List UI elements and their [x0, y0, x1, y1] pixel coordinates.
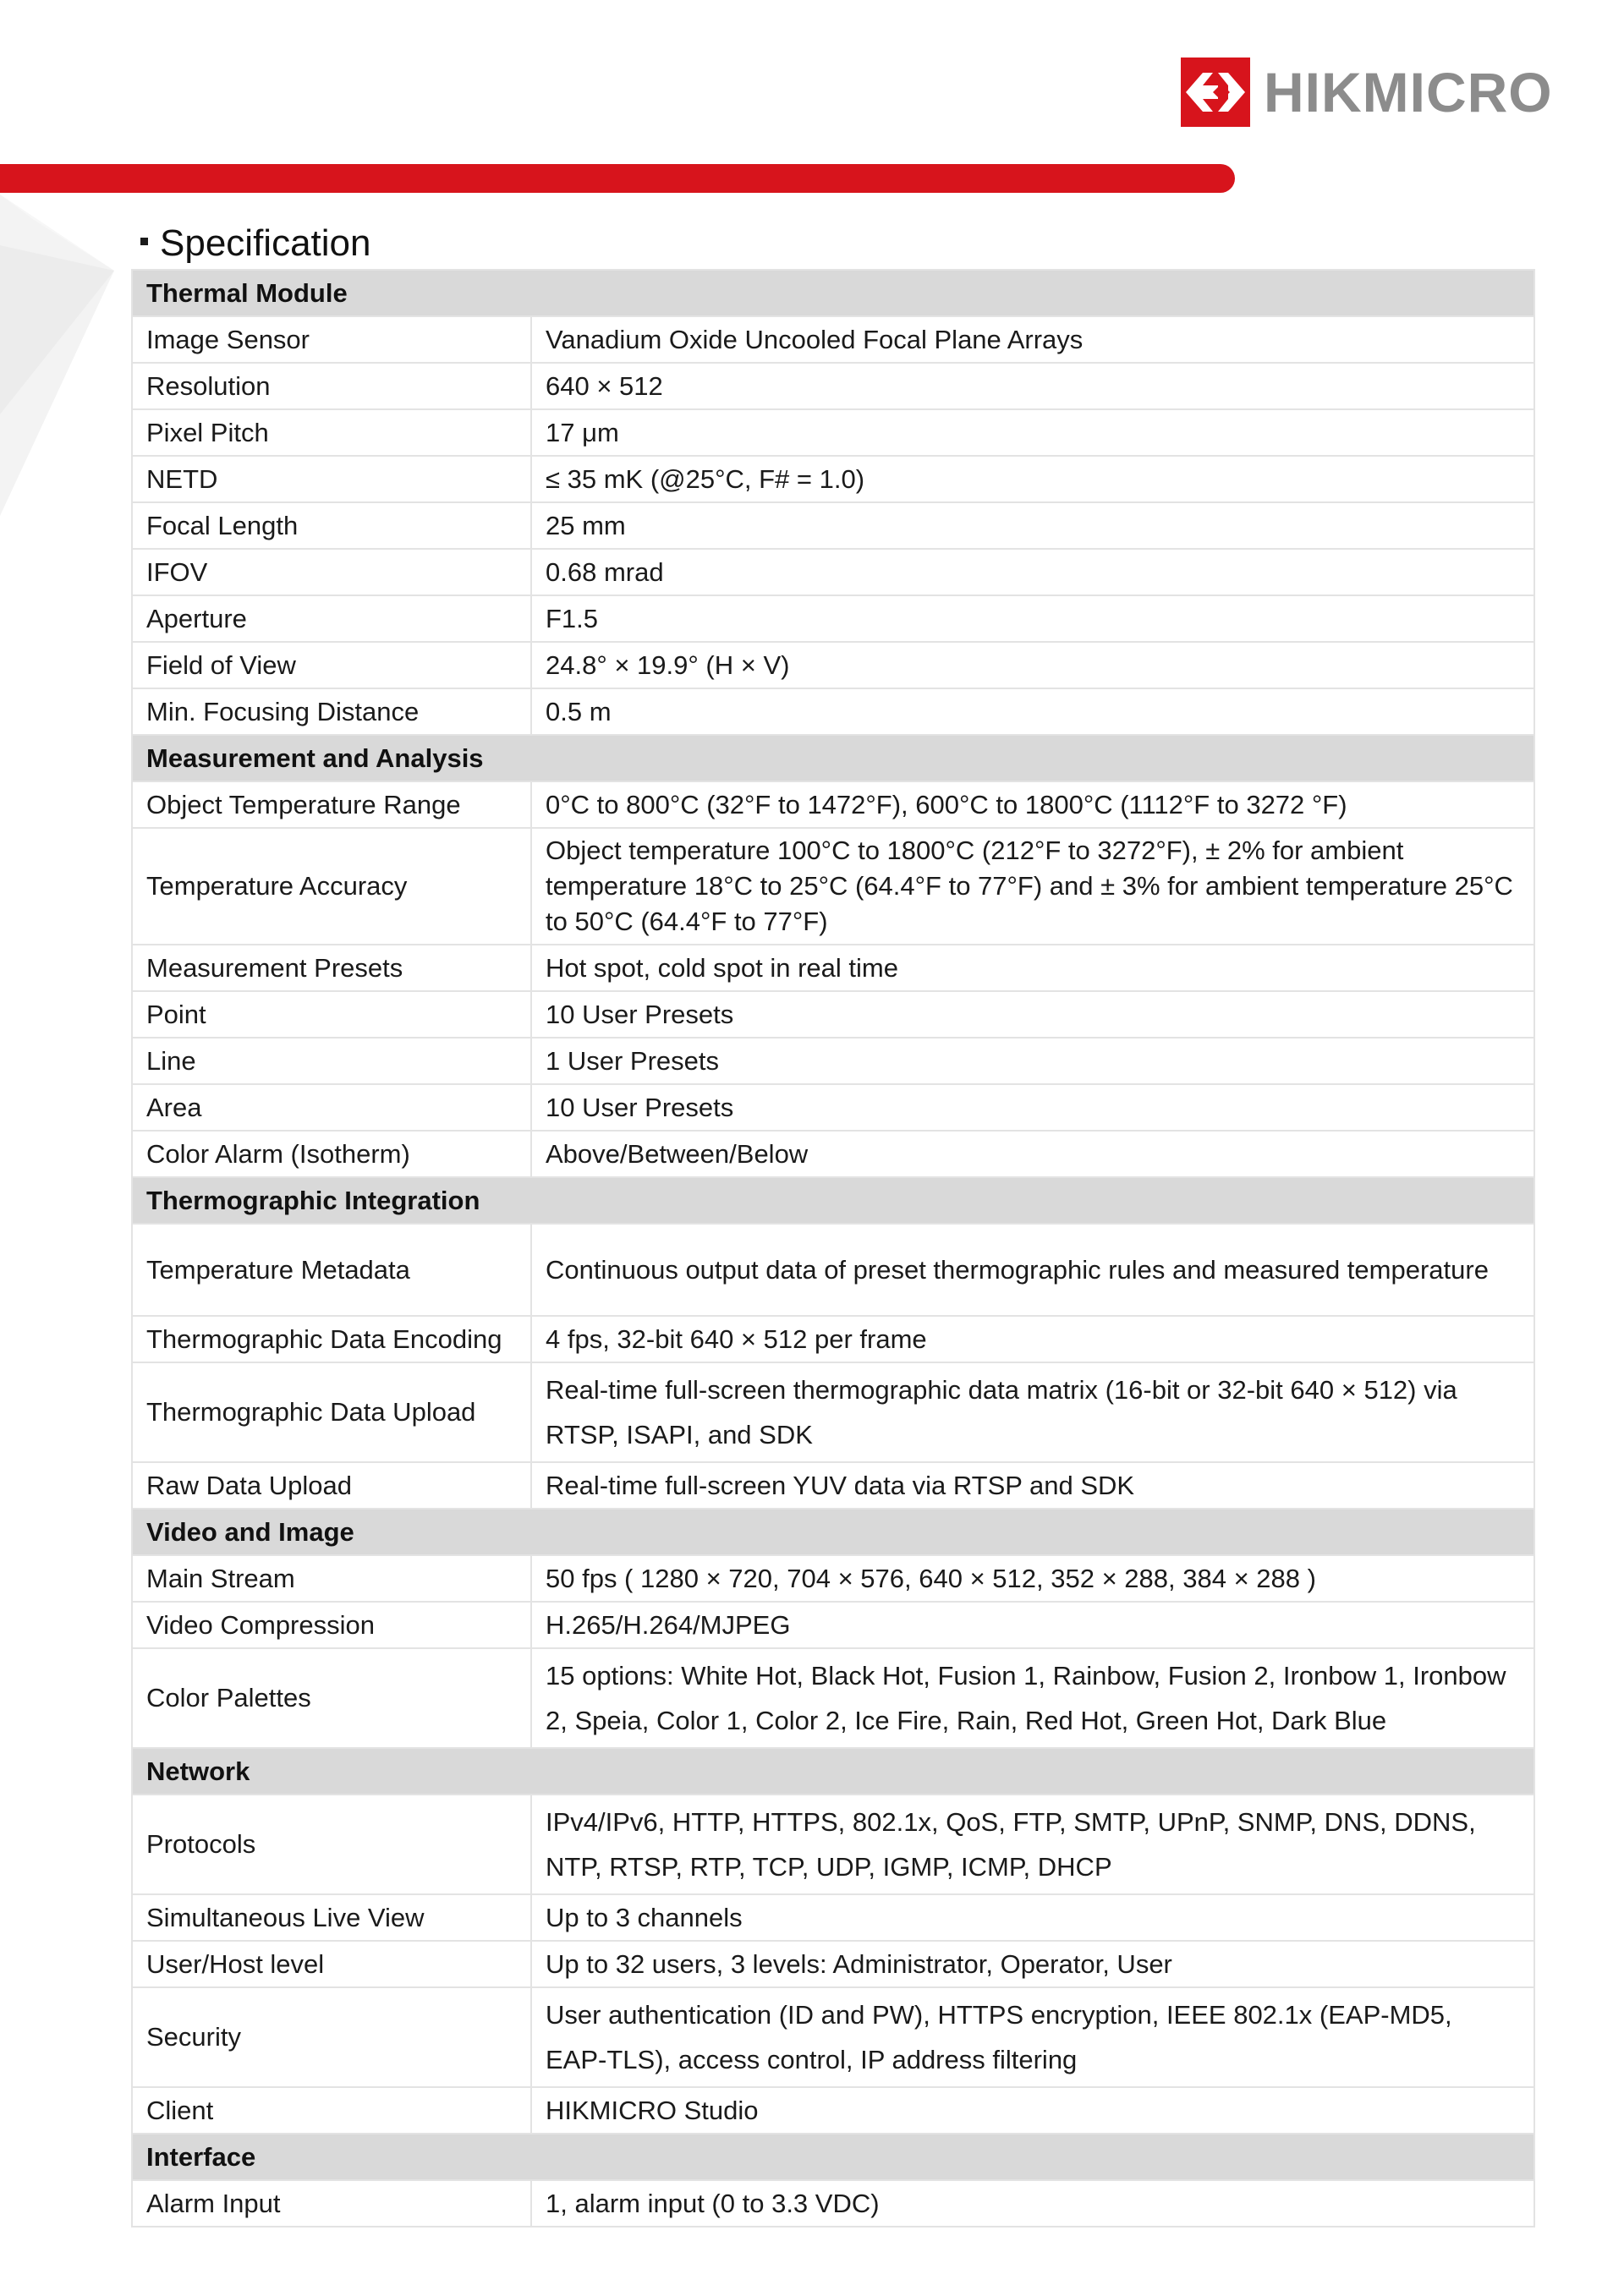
spec-label: Alarm Input	[132, 2180, 531, 2227]
category-row	[132, 735, 1534, 781]
spec-row	[132, 456, 1534, 502]
spec-value: HIKMICRO Studio	[531, 2087, 1534, 2134]
specification-heading	[140, 222, 370, 266]
spec-value: Up to 32 users, 3 levels: Administrator, Operator, User	[531, 1941, 1534, 1987]
category-title: Network	[132, 1748, 1534, 1795]
spec-label: Client	[132, 2087, 531, 2134]
spec-row	[132, 688, 1534, 735]
spec-value: 640 × 512	[531, 363, 1534, 409]
spec-value: 4 fps, 32-bit 640 × 512 per frame	[531, 1316, 1534, 1362]
spec-label: NETD	[132, 456, 531, 502]
category-title: Measurement and Analysis	[132, 735, 1534, 781]
spec-row	[132, 781, 1534, 828]
decorative-polygon	[0, 195, 118, 516]
spec-row	[132, 2087, 1534, 2134]
spec-label: Focal Length	[132, 502, 531, 549]
spec-label: Point	[132, 991, 531, 1038]
spec-row	[132, 828, 1534, 945]
category-title: Thermographic Integration	[132, 1177, 1534, 1224]
spec-row	[132, 502, 1534, 549]
spec-label: Video Compression	[132, 1602, 531, 1648]
spec-row	[132, 549, 1534, 595]
spec-value: Hot spot, cold spot in real time	[531, 945, 1534, 991]
brand-name: HIKMICRO	[1264, 61, 1553, 123]
spec-row	[132, 1795, 1534, 1894]
spec-row	[132, 642, 1534, 688]
spec-label: Color Palettes	[132, 1648, 531, 1748]
spec-row	[132, 1602, 1534, 1648]
header-accent-bar	[0, 164, 1235, 193]
spec-value: H.265/H.264/MJPEG	[531, 1602, 1534, 1648]
spec-label: User/Host level	[132, 1941, 531, 1987]
brand-logo	[1181, 56, 1553, 129]
spec-value: 1, alarm input (0 to 3.3 VDC)	[531, 2180, 1534, 2227]
category-row	[132, 1509, 1534, 1555]
spec-label: Security	[132, 1987, 531, 2087]
spec-row	[132, 1362, 1534, 1462]
spec-label: Object Temperature Range	[132, 781, 531, 828]
spec-label: Resolution	[132, 363, 531, 409]
spec-value: 24.8° × 19.9° (H × V)	[531, 642, 1534, 688]
spec-row	[132, 991, 1534, 1038]
spec-row	[132, 2180, 1534, 2227]
spec-value: Vanadium Oxide Uncooled Focal Plane Arrays	[531, 316, 1534, 363]
category-title: Video and Image	[132, 1509, 1534, 1555]
spec-label: Temperature Metadata	[132, 1224, 531, 1316]
spec-value: 1 User Presets	[531, 1038, 1534, 1084]
spec-label: Temperature Accuracy	[132, 828, 531, 945]
spec-row	[132, 1038, 1534, 1084]
spec-value: User authentication (ID and PW), HTTPS encryption, IEEE 802.1x (EAP-MD5, EAP-TLS), access control, IP address filtering	[531, 1987, 1534, 2087]
spec-value: IPv4/IPv6, HTTP, HTTPS, 802.1x, QoS, FTP, SMTP, UPnP, SNMP, DNS, DDNS, NTP, RTSP, RTP, TCP, UDP, IGMP, ICMP, DHCP	[531, 1795, 1534, 1894]
spec-value: Real-time full-screen thermographic data matrix (16-bit or 32-bit 640 × 512) via RTSP, ISAPI, and SDK	[531, 1362, 1534, 1462]
spec-label: Protocols	[132, 1795, 531, 1894]
category-title: Interface	[132, 2134, 1534, 2180]
category-title: Thermal Module	[132, 270, 1534, 316]
spec-label: Min. Focusing Distance	[132, 688, 531, 735]
spec-label: Pixel Pitch	[132, 409, 531, 456]
spec-row	[132, 1316, 1534, 1362]
spec-row	[132, 945, 1534, 991]
spec-row	[132, 363, 1534, 409]
heading-text: Specification	[160, 222, 371, 264]
spec-value: 10 User Presets	[531, 991, 1534, 1038]
spec-label: Thermographic Data Upload	[132, 1362, 531, 1462]
spec-value: F1.5	[531, 595, 1534, 642]
spec-label: Line	[132, 1038, 531, 1084]
spec-label: Field of View	[132, 642, 531, 688]
spec-value: 50 fps ( 1280 × 720, 704 × 576, 640 × 512, 352 × 288, 384 × 288 )	[531, 1555, 1534, 1602]
spec-label: IFOV	[132, 549, 531, 595]
spec-row	[132, 409, 1534, 456]
spec-label: Thermographic Data Encoding	[132, 1316, 531, 1362]
spec-row	[132, 1224, 1534, 1316]
spec-row	[132, 1894, 1534, 1941]
spec-row	[132, 1987, 1534, 2087]
spec-label: Image Sensor	[132, 316, 531, 363]
spec-label: Measurement Presets	[132, 945, 531, 991]
category-row	[132, 270, 1534, 316]
spec-value: 10 User Presets	[531, 1084, 1534, 1131]
spec-row	[132, 1941, 1534, 1987]
spec-label: Main Stream	[132, 1555, 531, 1602]
spec-row	[132, 595, 1534, 642]
spec-value: Object temperature 100°C to 1800°C (212°F to 3272°F), ± 2% for ambient temperature 18°C to 25°C (64.4°F to 77°F) and ± 3% for ambient temperature 25°C to 50°C (64.4°F to 77°F)	[531, 828, 1534, 945]
spec-row	[132, 1462, 1534, 1509]
category-row	[132, 1177, 1534, 1224]
spec-value: 15 options: White Hot, Black Hot, Fusion 1, Rainbow, Fusion 2, Ironbow 1, Ironbow 2, Speia, Color 1, Color 2, Ice Fire, Rain, Red Hot, Green Hot, Dark Blue	[531, 1648, 1534, 1748]
category-row	[132, 2134, 1534, 2180]
spec-label: Area	[132, 1084, 531, 1131]
spec-label: Color Alarm (Isotherm)	[132, 1131, 531, 1177]
spec-value: ≤ 35 mK (@25°C, F# = 1.0)	[531, 456, 1534, 502]
spec-label: Simultaneous Live View	[132, 1894, 531, 1941]
spec-value: Above/Between/Below	[531, 1131, 1534, 1177]
spec-row	[132, 1084, 1534, 1131]
spec-value: Continuous output data of preset thermographic rules and measured temperature	[531, 1224, 1534, 1316]
spec-value: Real-time full-screen YUV data via RTSP and SDK	[531, 1462, 1534, 1509]
spec-row	[132, 1648, 1534, 1748]
bullet-icon	[140, 238, 148, 245]
spec-table	[131, 269, 1535, 2228]
spec-value: 0°C to 800°C (32°F to 1472°F), 600°C to 1800°C (1112°F to 3272 °F)	[531, 781, 1534, 828]
hikmicro-logo-icon	[1181, 58, 1250, 127]
spec-value: 17 μm	[531, 409, 1534, 456]
spec-label: Aperture	[132, 595, 531, 642]
spec-value: 25 mm	[531, 502, 1534, 549]
spec-row	[132, 1131, 1534, 1177]
spec-value: 0.5 m	[531, 688, 1534, 735]
spec-value: 0.68 mrad	[531, 549, 1534, 595]
category-row	[132, 1748, 1534, 1795]
spec-value: Up to 3 channels	[531, 1894, 1534, 1941]
spec-row	[132, 1555, 1534, 1602]
spec-row	[132, 316, 1534, 363]
spec-label: Raw Data Upload	[132, 1462, 531, 1509]
